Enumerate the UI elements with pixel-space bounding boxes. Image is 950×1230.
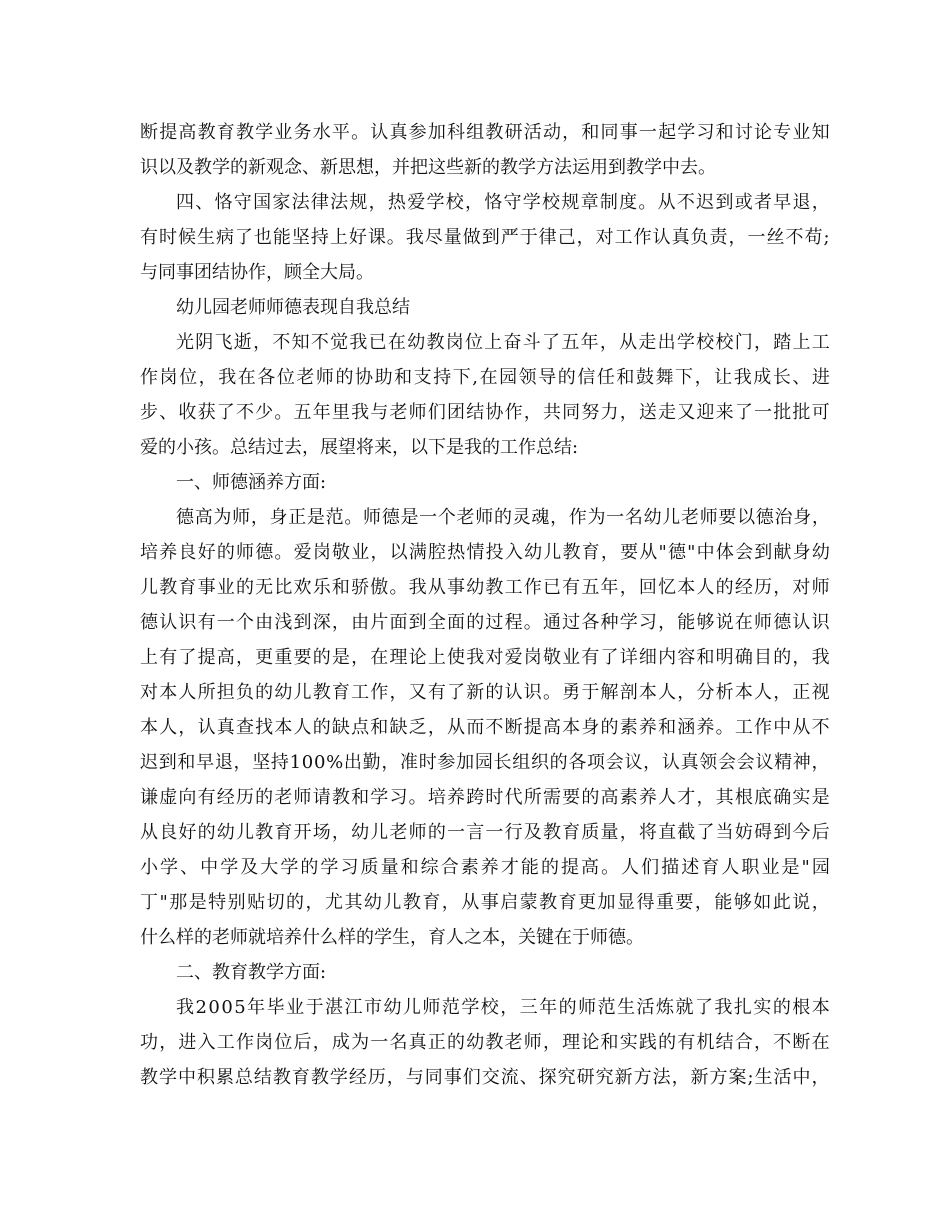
text-line: 本 人 ， 认 真 查 找 本 人 的 缺 点 和 缺 乏 ， 从 而 不 断 提 高 本 身 的 素 养 和 涵 养 。 工 作 中 从 不 — [140, 717, 830, 738]
text-line: 上 有 了 提 高 ， 更 重 要 的 是 ， 在 理 论 上 使 我 对 爱 岗 敬 业 有 了 详 细 内 容 和 明 确 目 的 ， 我 — [140, 647, 830, 668]
teaching-paragraph: 我 2 0 0 5 年 毕 业 于 湛 江 市 幼 儿 师 范 学 校 ， 三 年 的 师 范 生 活 炼 就 了 我 扎 实 的 根 本 — [176, 997, 830, 1018]
ethics-paragraph: 德 高 为 师 ， 身 正 是 范 。 师 德 是 一 个 老 师 的 灵 魂 ， 作 为 一 名 幼 儿 老 师 要 以 德 治 身 ， — [176, 507, 830, 528]
document-body — [140, 115, 830, 1095]
text-line: 有 时 候 生 病 了 也 能 坚 持 上 好 课 。 我 尽 量 做 到 严 于 律 己 ， 对 工 作 认 真 负 责 ， 一 丝 不 苟 ; — [140, 227, 830, 248]
text-line: 断 提 高 教 育 教 学 业 务 水 平 。 认 真 参 加 科 组 教 研 活 动 ， 和 同 事 一 起 学 习 和 讨 论 专 业 知 — [140, 122, 830, 143]
text-line: 儿 教 育 事 业 的 无 比 欢 乐 和 骄 傲 。 我 从 事 幼 教 工 作 已 有 五 年 ， 回 忆 本 人 的 经 历 ， 对 师 — [140, 577, 830, 598]
section-heading-ethics: 一、师德涵养方面: — [176, 472, 327, 493]
text-line: 德 认 识 有 一 个 由 浅 到 深 ， 由 片 面 到 全 面 的 过 程 。 通 过 各 种 学 习 ， 能 够 说 在 师 德 认 识 — [140, 612, 830, 633]
document-title: 幼儿园老师师德表现自我总结 — [176, 297, 410, 318]
text-line: 丁 " 那 是 特 别 贴 切 的 ， 尤 其 幼 儿 教 育 ， 从 事 启 蒙 教 育 更 加 显 得 重 要 ， 能 够 如 此 说 ， — [140, 892, 830, 913]
text-line: 小 学 、 中 学 及 大 学 的 学 习 质 量 和 综 合 素 养 才 能 的 提 高 。 人 们 描 述 育 人 职 业 是 " 园 — [140, 857, 830, 878]
section-four-paragraph: 四 、 恪 守 国 家 法 律 法 规 ， 热 爱 学 校 ， 恪 守 学 校 规 章 制 度 。 从 不 迟 到 或 者 早 退 ， — [176, 192, 830, 213]
text-line: 步 、 收 获 了 不 少 。 五 年 里 我 与 老 师 们 团 结 协 作 ， 共 同 努 力 ， 送 走 又 迎 来 了 一 批 批 可 — [140, 402, 830, 423]
intro-paragraph: 光 阴 飞 逝 ， 不 知 不 觉 我 已 在 幼 教 岗 位 上 奋 斗 了 五 年 ， 从 走 出 学 校 校 门 ， 踏 上 工 — [176, 332, 830, 353]
text-line: 教 学 中 积 累 总 结 教 育 教 学 经 历 ， 与 同 事 们 交 流 、 探 究 研 究 新 方 法 ， 新 方 案 ; 生 活 中 ， — [140, 1067, 830, 1088]
text-line: 从 良 好 的 幼 儿 教 育 开 场 ， 幼 儿 老 师 的 一 言 一 行 及 教 育 质 量 ， 将 直 截 了 当 妨 碍 到 今 后 — [140, 822, 830, 843]
text-line: 作 岗 位 ， 我 在 各 位 老 师 的 协 助 和 支 持 下 , 在 园 领 导 的 信 任 和 鼓 舞 下 ， 让 我 成 长 、 进 — [140, 367, 830, 388]
text-line: 与同事团结协作，顾全大局。 — [140, 262, 374, 283]
section-heading-teaching: 二、教育教学方面: — [176, 962, 327, 983]
text-line: 功 ， 进 入 工 作 岗 位 后 ， 成 为 一 名 真 正 的 幼 教 老 师 ， 理 论 和 实 践 的 有 机 结 合 ， 不 断 在 — [140, 1032, 830, 1053]
text-line: 谦 虚 向 有 经 历 的 老 师 请 教 和 学 习 。 培 养 跨 时 代 所 需 要 的 高 素 养 人 才 ， 其 根 底 确 实 是 — [140, 787, 830, 808]
text-line: 培 养 良 好 的 师 德 。 爱 岗 敬 业 ， 以 满 腔 热 情 投 入 幼 儿 教 育 ， 要 从 " 德 " 中 体 会 到 献 身 幼 — [140, 542, 830, 563]
text-line: 什么样的老师就培养什么样的学生，育人之本，关键在于师德。 — [140, 927, 644, 948]
text-line: 迟 到 和 早 退 ， 坚 持 1 0 0 % 出 勤 ， 准 时 参 加 园 长 组 织 的 各 项 会 议 ， 认 真 领 会 会 议 精 神 ， — [140, 752, 830, 773]
text-line: 识以及教学的新观念、新思想，并把这些新的教学方法运用到教学中去。 — [140, 157, 716, 178]
text-line: 爱的小孩。总结过去，展望将来，以下是我的工作总结: — [140, 437, 579, 458]
text-line: 对 本 人 所 担 负 的 幼 儿 教 育 工 作 ， 又 有 了 新 的 认 识 。 勇 于 解 剖 本 人 ， 分 析 本 人 ， 正 视 — [140, 682, 830, 703]
